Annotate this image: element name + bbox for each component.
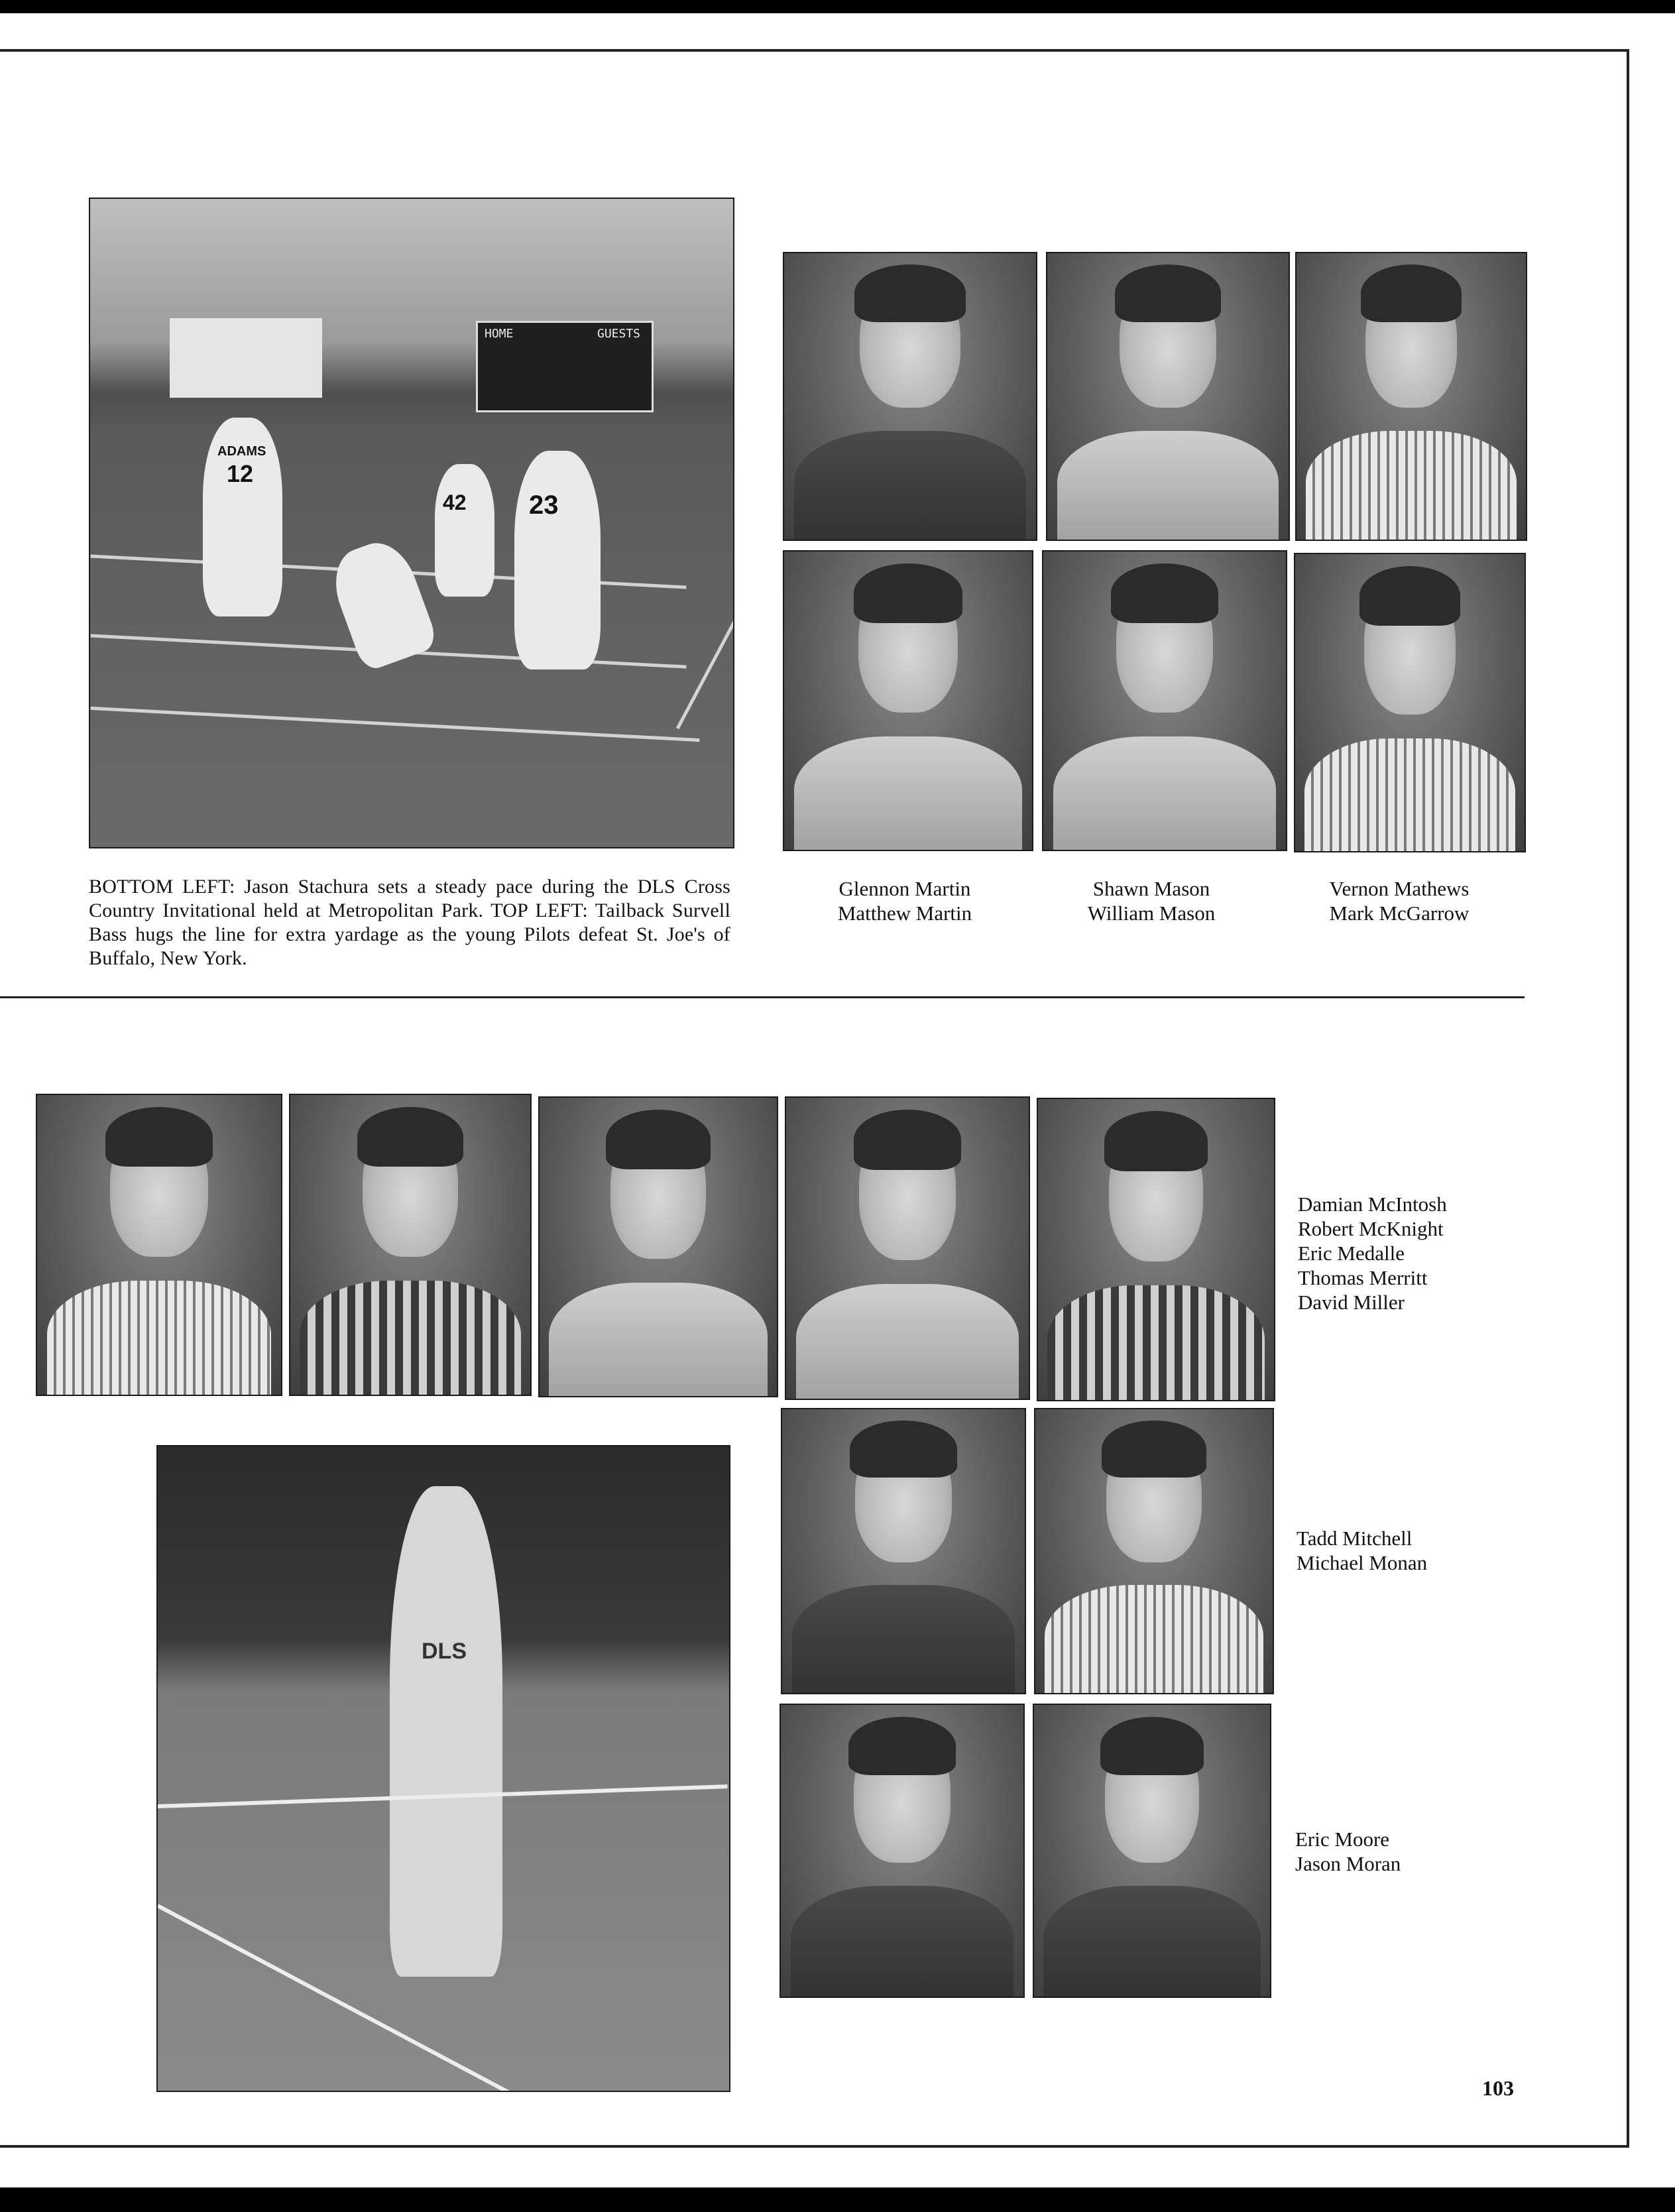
bottom-border-band [0, 2187, 1675, 2212]
player-23-tailback: 23 [514, 451, 601, 669]
portrait-jason-moran [1033, 1704, 1271, 1998]
name-label: David Miller [1298, 1291, 1405, 1314]
runner: DLS [390, 1486, 502, 1977]
player-12: ADAMS 12 [203, 418, 282, 616]
name-label: Jason Moran [1295, 1852, 1401, 1875]
portrait-robert-mcknight [289, 1094, 532, 1396]
player-diving [324, 534, 439, 673]
name-label: Glennon Martin [838, 877, 971, 900]
name-label: Shawn Mason [1092, 877, 1210, 900]
name-label: Vernon Mathews [1329, 877, 1470, 900]
name-label: Damian McIntosh [1298, 1193, 1447, 1216]
frame-top-rule [0, 49, 1629, 52]
names-group-1 [1298, 1192, 1447, 1314]
name-label: Mark McGarrow [1329, 902, 1470, 925]
name-label: Robert McKnight [1298, 1217, 1444, 1240]
name-label: Thomas Merritt [1298, 1266, 1428, 1289]
yard-line [90, 707, 699, 742]
house [170, 318, 322, 398]
names-column-3 [1287, 876, 1511, 925]
portrait-vernon-mathews [1295, 252, 1527, 541]
page-number: 103 [1482, 2076, 1514, 2100]
name-label: Eric Medalle [1298, 1242, 1405, 1265]
portrait-mark-mcgarrow [1294, 553, 1526, 852]
names-column-1 [784, 876, 1025, 925]
football-photo [89, 198, 734, 848]
scoreboard [476, 321, 654, 412]
section-divider [0, 996, 1525, 998]
name-label: William Mason [1087, 902, 1216, 925]
portrait-michael-monan [1034, 1408, 1274, 1694]
name-label: Michael Monan [1297, 1551, 1428, 1574]
portrait-william-mason [1042, 550, 1287, 851]
sideline [676, 494, 734, 730]
portrait-glennon-martin [783, 252, 1037, 541]
name-label: Eric Moore [1295, 1828, 1390, 1851]
portrait-eric-moore [780, 1704, 1025, 1998]
player-42: 42 [435, 464, 494, 597]
name-label: Tadd Mitchell [1297, 1527, 1413, 1550]
name-label: Matthew Martin [837, 902, 972, 925]
portrait-damian-mcintosh [36, 1094, 282, 1396]
portrait-thomas-merritt [785, 1096, 1030, 1400]
names-group-3 [1295, 1827, 1401, 1876]
top-border-band [0, 0, 1675, 13]
portrait-eric-medalle [538, 1096, 778, 1397]
names-column-2 [1042, 876, 1261, 925]
frame-bottom-rule [0, 2145, 1629, 2148]
frame-right-rule [1627, 49, 1629, 2148]
names-group-2 [1297, 1526, 1427, 1575]
portrait-tadd-mitchell [781, 1408, 1026, 1694]
portrait-shawn-mason [1046, 252, 1290, 541]
photo-caption: BOTTOM LEFT: Jason Stachura sets a steady pace during the DLS Cross Country Invitational held at Metropolitan Park. TOP LEFT: Tailback Survell Bass hugs the line for extra yardage as the young Pilots defeat St. Joe's of Buffalo, New York. [89, 876, 730, 969]
scoreboard-home-label: HOME [485, 327, 514, 341]
cross-country-photo [156, 1445, 730, 2092]
scoreboard-guests-label: GUESTS [597, 327, 641, 341]
portrait-david-miller [1037, 1098, 1275, 1401]
portrait-matthew-martin [783, 550, 1033, 851]
